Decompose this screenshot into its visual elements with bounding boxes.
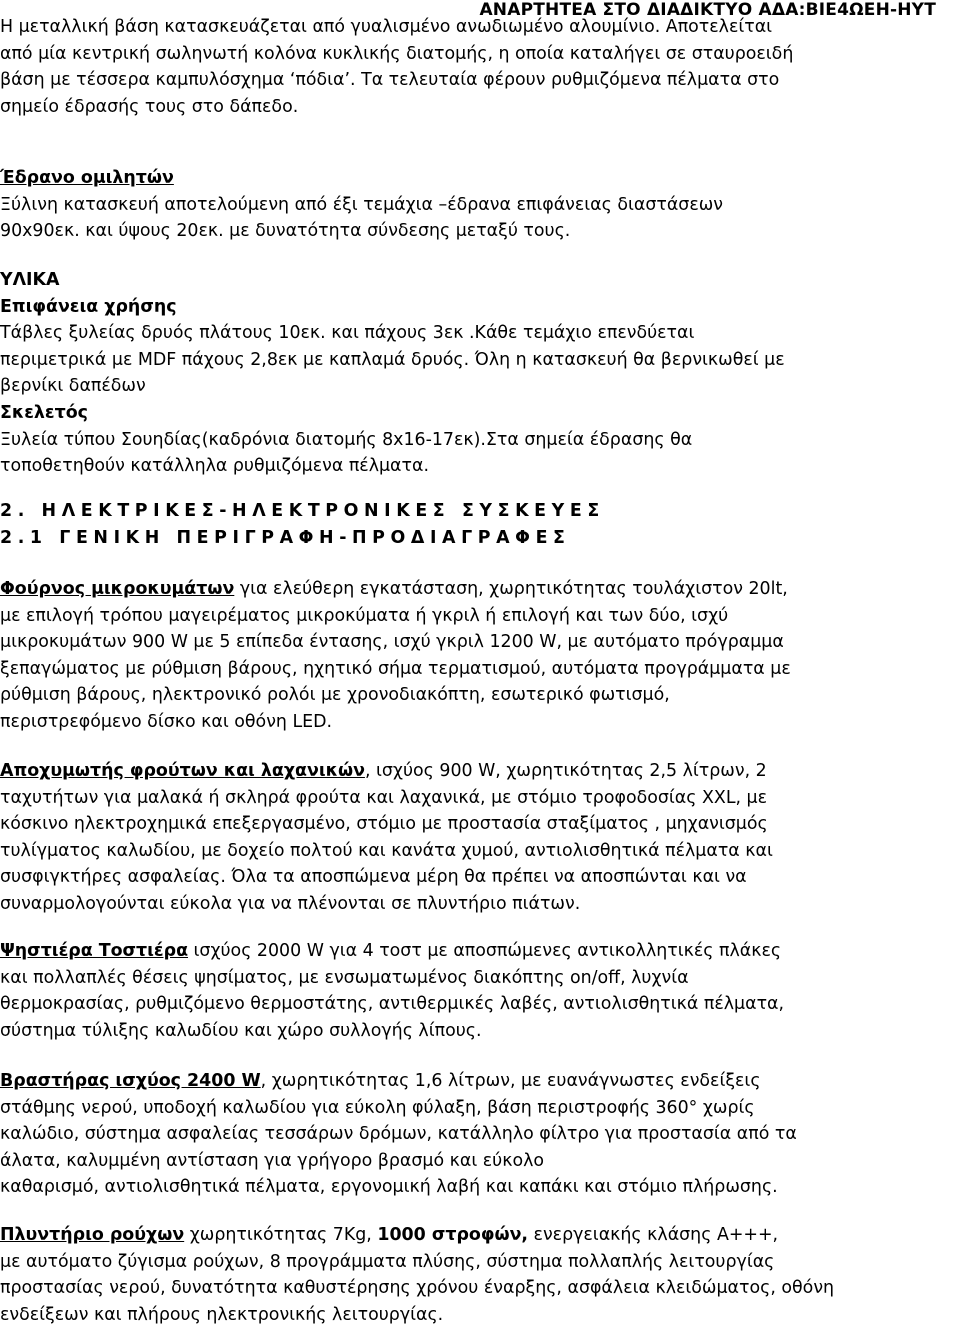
text-line: , ισχύος 900 W, χωρητικότητας 2,5 λίτρων, 2 <box>364 761 767 781</box>
text-line: Τάβλες ξυλείας δρυός πλάτους 10εκ. και πάχους 3εκ .Κάθε τεμάχιο επενδύεται <box>0 323 695 344</box>
text-line: ρύθμιση βάρους, ηλεκτρονικό ρολόι με χρονοδιακόπτη, εσωτερικό φωτισμό, <box>0 685 670 706</box>
text-line: άλατα, καλυμμένη αντίσταση για γρήγορο βρασμό και εύκολο <box>0 1150 545 1171</box>
text-line: ισχύος 2000 W για 4 τοστ με αποσπώμενες αντικολλητικές πλάκες <box>188 941 782 961</box>
grill-spec <box>0 938 955 1044</box>
materials-section <box>0 267 955 480</box>
text-line: προστασίας νερού, δυνατότητα καθυστέρησης χρόνου έναρξης, ασφάλεια κλειδώματος, οθόνη <box>0 1278 835 1299</box>
text-line: με αυτόματο ζύγισμα ρούχων, 8 προγράμματα πλύσης, σύστημα πολλαπλής λειτουργίας <box>0 1251 775 1272</box>
text-line: σημείο έδρασής τους στο δάπεδο. <box>0 96 299 117</box>
text-line: με επιλογή τρόπου μαγειρέματος μικροκύματα ή γκριλ ή επιλογή και των δύο, ισχύ <box>0 605 729 626</box>
item-title: Φούρνος μικροκυμάτων <box>0 579 235 599</box>
item-title: Ψηστιέρα Τοστιέρα <box>0 941 189 961</box>
text-line: περιστρεφόμενο δίσκο και οθόνη LED. <box>0 711 333 732</box>
text-line: βερνίκι δαπέδων <box>0 376 146 397</box>
text-fragment: ενεργειακής κλάσης Α+++, <box>528 1225 779 1245</box>
section-heading: 2. ΗΛΕΚΤΡΙΚΕΣ-ΗΛΕΚΤΡΟΝΙΚΕΣ ΣΥΣΚΕΥΕΣ <box>0 501 605 521</box>
washer-spec <box>0 1222 955 1328</box>
juicer-spec <box>0 758 955 918</box>
text-line: μικροκυμάτων 900 W με 5 επίπεδα έντασης, ισχύ γκριλ 1200 W, με αυτόματο πρόγραμμα <box>0 632 784 653</box>
text-line: και πολλαπλές θέσεις ψησίματος, με ενσωματωμένος διακόπτης on/off, λυχνία <box>0 967 689 988</box>
text-line: , χωρητικότητας 1,6 λίτρων, με ευανάγνωστες ενδείξεις <box>260 1071 761 1091</box>
section-subheading: 2.1 ΓΕΝΙΚΗ ΠΕΡΙΓΡΑΦΗ-ΠΡΟΔΙΑΓΡΑΦΕΣ <box>0 527 571 548</box>
text-line: τυλίγματος καλωδίου, με δοχείο πολτού και κανάτα χυμού, αντιολισθητικά πέλματα και <box>0 840 773 861</box>
section-title: ΥΛΙΚΑ <box>0 270 60 290</box>
text-line: από μία κεντρική σωληνωτή κολόνα κυκλικής διατομής, η οποία καταλήγει σε σταυροειδή <box>0 43 794 64</box>
item-title: Βραστήρας ισχύος 2400 W <box>0 1071 261 1091</box>
text-line: στάθμης νερού, υποδοχή καλωδίου για εύκολη φύλαξη, βάση περιστροφής 360° χωρίς <box>0 1097 755 1118</box>
text-line: για ελεύθερη εγκατάσταση, χωρητικότητας τουλάχιστον 20lt, <box>234 579 788 599</box>
text-line: Ξύλινη κατασκευή αποτελούμενη από έξι τεμάχια –έδρανα επιφάνειας διαστάσεων <box>0 194 723 215</box>
text-line: Η μεταλλική βάση κατασκευάζεται από γυαλισμένο ανωδιωμένο αλουμίνιο. Αποτελείται <box>0 17 773 37</box>
intro-paragraph <box>0 14 955 120</box>
text-fragment: χωρητικότητας 7Kg, <box>184 1225 378 1245</box>
text-line: σύστημα τύλιξης καλωδίου και χώρο συλλογής λίπους. <box>0 1020 482 1041</box>
text-line: Ξυλεία τύπου Σουηδίας(καδρόνια διατομής 8x16-17εκ).Στα σημεία έδρασης θα <box>0 429 693 450</box>
text-line: καθαρισμό, αντιολισθητικά πέλματα, εργονομική λαβή και καπάκι και στόμιο πλήρωσης. <box>0 1177 778 1198</box>
text-line: ξεπαγώματος με ρύθμιση βάρους, ηχητικό σήμα τερματισμού, αυτόματα προγράμματα με <box>0 658 791 679</box>
subsection-title: Σκελετός <box>0 402 88 423</box>
subsection-title: Επιφάνεια χρήσης <box>0 296 177 317</box>
text-line: καλώδιο, σύστημα ασφαλείας τεσσάρων δρόμων, κατάλληλο φίλτρο για προστασία από τα <box>0 1124 797 1145</box>
text-line: ταχυτήτων για μαλακά ή σκληρά φρούτα και λαχανικά, με στόμιο τροφοδοσίας XXL, με <box>0 787 768 808</box>
text-line: κόσκινο ηλεκτροχημικά επεξεργασμένο, στόμιο με προστασία σταξίματος , μηχανισμός <box>0 814 768 835</box>
text-line: ενδείξεων και πλήρους ηλεκτρονικής λειτουργίας. <box>0 1304 444 1325</box>
kettle-spec <box>0 1068 955 1201</box>
microwave-spec <box>0 576 955 736</box>
bold-fragment: 1000 στροφών, <box>377 1225 529 1245</box>
text-line: τοποθετηθούν κατάλληλα ρυθμιζόμενα πέλματα. <box>0 456 429 477</box>
text-line: θερμοκρασίας, ρυθμιζόμενο θερμοστάτης, αντιθερμικές λαβές, αντιολισθητικά πέλματα, <box>0 994 785 1015</box>
page-header-note: ΑΝΑΡΤΗΤΕΑ ΣΤΟ ΔΙΑΔΙΚΤΥΟ ΑΔΑ:ΒΙΕ4ΩΕΗ-ΗΥΤ <box>479 0 936 20</box>
text-line: συναρμολογούνται εύκολα για να πλένονται σε πλυντήριο πιάτων. <box>0 893 581 914</box>
item-title: Αποχυμωτής φρούτων και λαχανικών <box>0 761 365 781</box>
section-2-headings <box>0 498 955 551</box>
text-line: βάση με τέσσερα καμπυλόσχημα ‘πόδια’. Τα τελευταία φέρουν ρυθμιζόμενα πέλματα στο <box>0 70 780 91</box>
speakers-seat-section <box>0 165 955 245</box>
text-line: περιμετρικά με MDF πάχους 2,8εκ με καπλαμά δρυός. Όλη η κατασκευή θα βερνικωθεί με <box>0 349 785 370</box>
item-title: Πλυντήριο ρούχων <box>0 1225 185 1245</box>
text-line: 90x90εκ. και ύψους 20εκ. με δυνατότητα σύνδεσης μεταξύ τους. <box>0 221 571 242</box>
section-title: Έδρανο ομιλητών <box>0 168 174 188</box>
text-line: συσφιγκτήρες ασφαλείας. Όλα τα αποσπώμενα μέρη θα πρέπει να αποσπώνται και να <box>0 867 747 888</box>
